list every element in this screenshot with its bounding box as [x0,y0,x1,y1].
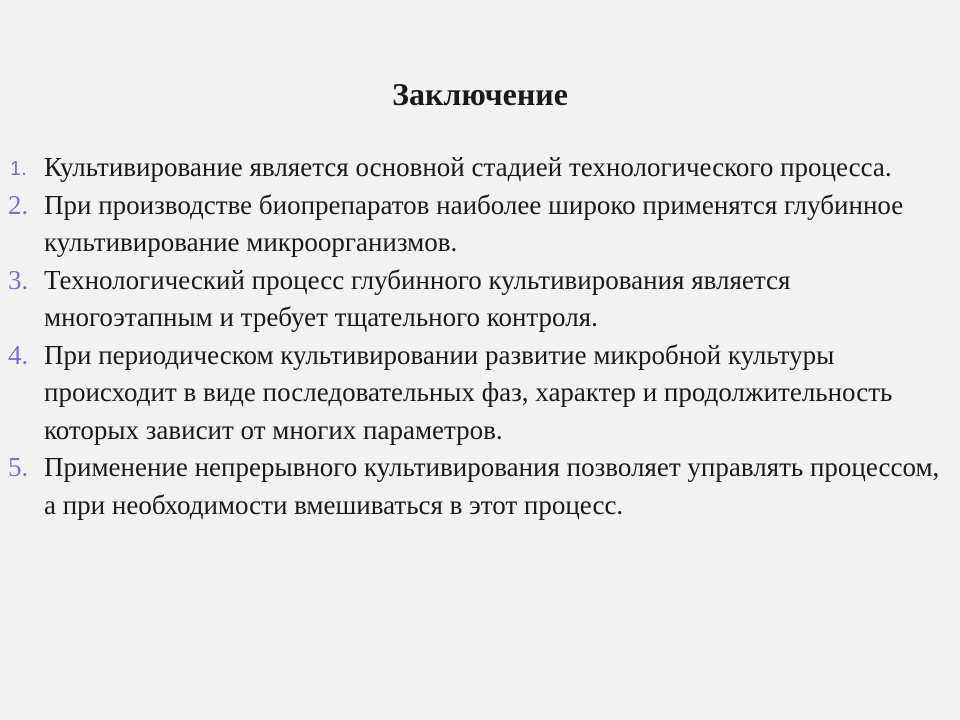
list-item-5 [0,449,960,524]
list-item-3 [0,262,960,337]
list-item-2 [0,187,960,262]
list-item-number: 1. [10,158,27,180]
list-item-number: 2. [8,189,29,220]
slide-title: Заключение [392,76,568,112]
list-item-text: Культивирование является основной стадией технологического процесса. [44,152,892,182]
list-item-text: Применение непрерывного культивирования позволяет управлять процессом, а при необходимости вмешиваться в этот процесс. [44,452,940,520]
list-item-1 [0,149,960,187]
list-item-4 [0,337,960,450]
conclusion-list [0,149,960,524]
list-item-text: При периодическом культивировании развитие микробной культуры происходит в виде последовательных фаз, характер и продолжительность которых зависит от многих параметров. [44,339,893,445]
list-item-number: 4. [8,339,29,370]
list-item-number: 3. [8,264,29,295]
list-item-text: При производстве биопрепаратов наиболее широко применятся глубинное культивирование микроорганизмов. [44,189,904,257]
list-item-number: 5. [8,452,29,482]
list-item-text: Технологический процесс глубинного культивирования является многоэтапным и требует тщательного контроля. [44,264,791,332]
